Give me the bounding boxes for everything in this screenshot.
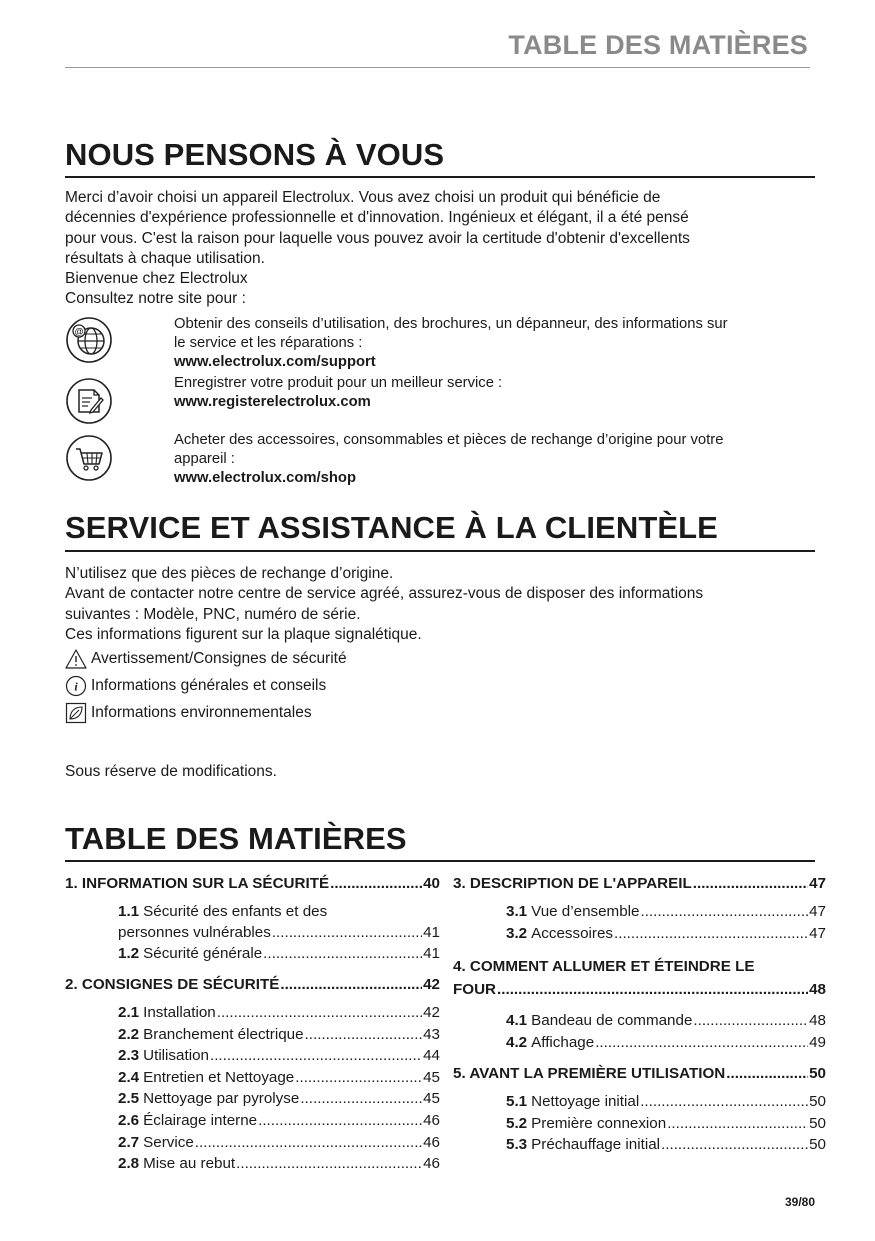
intro-title: NOUS PENSONS À VOUS	[65, 137, 445, 172]
toc-item-continuation[interactable]: personnes vulnérables ..... 41	[118, 922, 440, 943]
support-link[interactable]: www.electrolux.com/support	[174, 354, 376, 370]
legend-warning	[65, 648, 347, 670]
service-line: N’utilisez que des pièces de rechange d’origine.	[65, 565, 394, 582]
legend-environment	[65, 702, 312, 724]
service-title: SERVICE ET ASSISTANCE À LA CLIENTÈLE	[65, 510, 718, 545]
web-item-support	[174, 315, 814, 372]
service-paragraph	[65, 564, 825, 645]
intro-line: Consultez notre site pour :	[65, 290, 246, 308]
service-line: Ces informations figurent sur la plaque signalétique.	[65, 625, 422, 643]
toc-section-3[interactable]: 3. DESCRIPTION DE L'APPAREIL ..... 47	[453, 875, 826, 892]
cart-icon	[65, 434, 113, 482]
legend-label: Informations générales et conseils	[91, 677, 327, 694]
toc-item[interactable]: 1.1 Sécurité des enfants et des	[118, 903, 328, 920]
toc-item[interactable]: 3.2 Accessoires ..... 47	[506, 923, 826, 945]
intro-paragraph	[65, 188, 825, 310]
web-item-text: Obtenir des conseils d’utilisation, des brochures, un dépanneur, des informations sur	[174, 316, 728, 332]
intro-line: Merci d’avoir choisi un appareil Electrolux. Vous avez choisi un produit qui bénéficie de	[65, 189, 661, 206]
web-item-text: Enregistrer votre produit pour un meilleur service :	[174, 375, 503, 391]
legend-label: Informations environnementales	[91, 704, 312, 721]
intro-line: décennies d'expérience professionnelle et d'innovation. Ingénieux et élégant, il a été pensé	[65, 209, 689, 227]
toc-item[interactable]: 1.2 Sécurité générale ..... 41	[118, 943, 440, 964]
toc-item[interactable]: 4.1 Bandeau de commande ..... 48	[506, 1010, 826, 1032]
toc-title: TABLE DES MATIÈRES	[65, 821, 407, 856]
globe-icon	[65, 316, 113, 364]
web-item-text: le service et les réparations :	[174, 335, 363, 351]
toc-divider	[65, 860, 815, 862]
toc-column-right	[453, 875, 826, 1156]
toc-item[interactable]: 2.6 Éclairage interne ..... 46	[118, 1110, 440, 1132]
web-item-shop	[174, 431, 814, 488]
svg-text:i: i	[74, 679, 78, 694]
info-icon	[65, 675, 87, 697]
toc-item[interactable]: 2.7 Service ..... 46	[118, 1132, 440, 1154]
register-icon	[65, 377, 113, 425]
intro-line: pour vous. C'est la raison pour laquelle vous pouvez avoir la certitude d'obtenir d'excellents	[65, 229, 690, 247]
disclaimer: Sous réserve de modifications.	[65, 763, 277, 780]
toc-item[interactable]: 4.2 Affichage ..... 49	[506, 1032, 826, 1054]
page-number: 39/80	[784, 1195, 815, 1209]
service-line: Avant de contacter notre centre de service agréé, assurez-vous de disposer des informations	[65, 585, 704, 603]
legend-label: Avertissement/Consignes de sécurité	[91, 650, 347, 667]
web-item-text: Acheter des accessoires, consommables et pièces de rechange d’origine pour votre	[174, 432, 724, 448]
toc-item[interactable]: 2.8 Mise au rebut ..... 46	[118, 1153, 440, 1175]
register-link[interactable]: www.registerelectrolux.com	[174, 394, 371, 410]
toc-item[interactable]: 2.5 Nettoyage par pyrolyse ..... 45	[118, 1088, 440, 1110]
toc-section-5[interactable]: 5. AVANT LA PREMIÈRE UTILISATION ..... 50	[453, 1065, 826, 1082]
shop-link[interactable]: www.electrolux.com/shop	[174, 470, 356, 486]
svg-text:@: @	[74, 326, 84, 337]
service-divider	[65, 550, 815, 552]
toc-column-left	[65, 875, 440, 1175]
toc-section-4[interactable]: 4. COMMENT ALLUMER ET ÉTEINDRE LE FOUR ..... 48	[453, 955, 826, 1001]
warning-icon	[65, 648, 87, 670]
service-line: suivantes : Modèle, PNC, numéro de série.	[65, 605, 361, 623]
web-item-register	[174, 374, 814, 412]
intro-line: Bienvenue chez Electrolux	[65, 270, 248, 288]
header-divider	[65, 67, 810, 68]
toc-item[interactable]: 5.3 Préchauffage initial ..... 50	[506, 1134, 826, 1156]
intro-line: résultats à chaque utilisation.	[65, 249, 265, 267]
toc-item[interactable]: 2.4 Entretien et Nettoyage ..... 45	[118, 1067, 440, 1089]
toc-item[interactable]: 5.2 Première connexion ..... 50	[506, 1113, 826, 1135]
toc-item[interactable]: 5.1 Nettoyage initial ..... 50	[506, 1091, 826, 1113]
toc-section-2[interactable]: 2. CONSIGNES DE SÉCURITÉ ..... 42	[65, 976, 440, 993]
running-header-title: TABLE DES MATIÈRES	[508, 30, 808, 60]
leaf-icon	[65, 702, 87, 724]
toc-item[interactable]: 3.1 Vue d’ensemble ..... 47	[506, 901, 826, 923]
toc-item[interactable]: 2.1 Installation ..... 42	[118, 1002, 440, 1024]
legend-info	[65, 675, 326, 697]
intro-divider	[65, 176, 815, 178]
toc-section-1[interactable]: 1. INFORMATION SUR LA SÉCURITÉ ..... 40	[65, 875, 440, 892]
web-item-text: appareil :	[174, 451, 235, 467]
toc-item[interactable]: 2.2 Branchement électrique ..... 43	[118, 1024, 440, 1046]
toc-item[interactable]: 2.3 Utilisation ..... 44	[118, 1045, 440, 1067]
